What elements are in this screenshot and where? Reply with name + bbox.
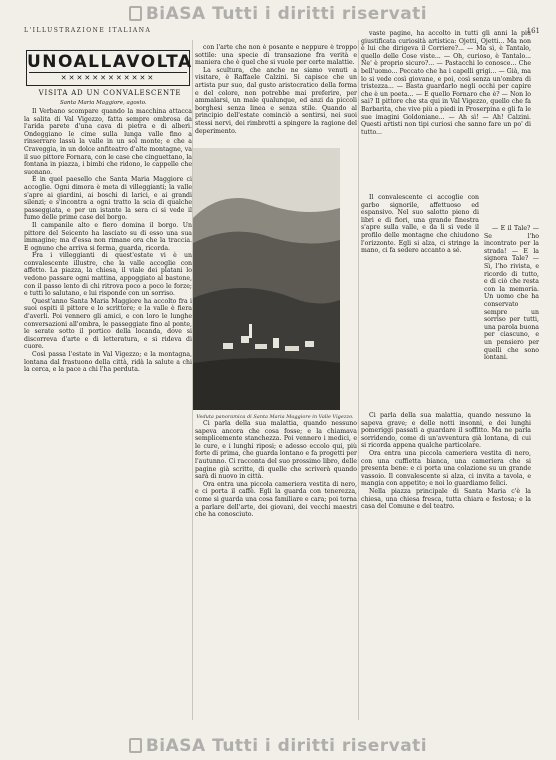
paragraph: — E il Tale? — Se l'ho incontrato per la strada! — E la signora Tale? — Sì, l'ho rivista, e ricordo di tutto, e di ciò che resta con la memoria. Un uomo che ha conservato sempre un sorriso per tutti, una parola buona per ciascuno, e un pensiero per quelli che sono lontani. <box>484 225 539 362</box>
column-2-bottom <box>195 420 357 722</box>
watermark-top <box>0 4 556 24</box>
paragraph: Il campanile alto e fiero domina il borgo. Un pittore del Seicento ha lasciato su di esso una sua immagine; ma d'essa non rimane ora che la traccia. E ognuno che arriva si ferma, guarda, ricorda. <box>24 221 192 252</box>
running-head-title: L'ILLUSTRAZIONE ITALIANA <box>24 27 152 34</box>
watermark-bottom <box>0 736 556 756</box>
paragraph: Quest'anno Santa Maria Maggiore ha accolto fra i suoi ospiti il pittore e lo scrittore; e la valle è fiera d'averli. Poi vennero gli amici, e con loro le lunghe conversazioni all'ombra, le passeggiate fino al ponte, le serate sotto il portico della locanda, dove si discorreva d'arte e di letteratura, e si rideva di cuore. <box>24 297 192 351</box>
section-title: UNOALLAVOLTA <box>27 52 193 72</box>
paragraph: con l'arte che non è posante e neppure è troppo sottile: una specie di transazione fra verità e maniera che è quel che si vuole per certe malattie. <box>195 44 357 67</box>
paragraph: Nella piazza principale di Santa Maria c'è la chiesa, una chiesa fresca, tutta chiara e festosa; e la casa del Comune e del teatro. <box>361 487 531 511</box>
paragraph: Così passa l'estate in Val Vigezzo; e la montagna, lontana dal frastuono della città, ridà la salute a chi la cerca, e la pace a chi l'ha perduta. <box>24 351 192 374</box>
column-1 <box>24 108 192 722</box>
paragraph: Ci parla della sua malattia, quando nessuno la sapeva grave; e delle notti insonni, e dei lunghi pomeriggi passati a guardare il soffitto. Ma ne parla sorridendo, come di un'avventura già lontana, di cui si ricorda appena qualche particolare. <box>361 412 531 450</box>
paragraph: Ora entra una piccola cameriera vestita di nero, con una cuffietta bianca, una cameriera che si presenta bene: e ci porta una colazione su un grande vassoio. Il convalescente si alza, ci invita a tavola, e mangia con appetito; e noi lo guardiamo felici. <box>361 449 531 488</box>
valley-panorama-image <box>193 148 340 410</box>
paragraph: È in quel paesello che Santa Maria Maggiore ci accoglie. Ogni dimora è meta di villeggianti; la valle s'apre ai giardini, ai boschi di larici, e ai grandi silenzi; e s'incontra a ogni tratto la scia di qualche passeggiata, e per un istante la sera ci si vede il fumo delle prime case del borgo. <box>24 176 192 222</box>
watermark-bottom-text: BiASA Tutti i diritti riservati <box>145 736 428 756</box>
biasa-logo-icon <box>129 738 142 753</box>
paragraph: Ci parla della sua malattia, quando nessuno sapeva ancora che cosa fosse; e la chiamava semplicemente stanchezza. Poi vennero i medici, e le cure, e i lunghi riposi; e adesso eccolo qui, più forte di prima, che guarda lontano e fa progetti per l'autunno. Ci racconta del suo prossimo libro, delle pagine già scritte, di quelle che scriverà quando sarà di nuovo in città. <box>195 420 357 481</box>
column-3-top <box>361 30 531 190</box>
page-number: 161 <box>526 27 540 35</box>
title-ornament: ✕✕✕✕✕✕✕✕✕✕✕✕ <box>60 74 156 82</box>
photo-caption: Veduta panoramica di Santa Maria Maggiore in Valle Vigezzo. <box>196 414 354 420</box>
column-divider <box>358 40 359 720</box>
paragraph: Fra i villeggianti di quest'estate vi è un convalescente illustre, che la valle accoglie con affetto. La piazza, la chiesa, il viale dei platani lo vedono passare ogni mattina, appoggiato al bastone, con il passo lento di chi ritrova poco a poco le forze; e tutti lo salutano, e lui risponde con un sorriso. <box>24 252 192 298</box>
paragraph: vaste pagine, ha accolto in tutti gli anni la più giustificata curiosità artistica: Ojetti, Ojetti... Ma non è lui che dirigeva il Corriere?... — Ma sì, è Tantalo, quello delle Cose viste... — Oh, curioso, è Tantalo... Ne' è proprio sicuro?... — Pastacchi lo conosce... Che bell'uomo... Peccato che ha i capelli grigi... — Già, ma lo si vede così giovane, e poi, così senza un'ombra di tristezza... — Basta guardarlo negli occhi per capire che è un poeta... — E quello Fornaro che è? — Non lo sai? Il pittore che sta qui in Val Vigezzo, quello che fa Barbarita, che vive più a piedi in Proserpina e gli fa le sue imagini Goldoniane... — Ah sì! — Ah! Calzini. Questi artisti non tipi curiosi che sanno fare un po' di tutto... <box>361 30 531 136</box>
paragraph: La scultura, che anche ne siamo venuti a visitare, è Raffaele Calzini. Si capisce che un artista pur suo, dal gusto aristocratico della forma e del colore, non potrebbe mai preferire, per ammalarsi, un male qualunque, ed anzi da piccoli borghesi senza linea e senza stile. Quando al principio dell'estate cominciò a sentirsi, nei suoi stessi nervi, dei rimbrotti a spingere la ragione del deperimento. <box>195 66 357 135</box>
column-3-narrow <box>484 225 539 411</box>
biasa-logo-icon <box>129 6 142 21</box>
title-rule <box>29 72 187 73</box>
article-heading: VISITA AD UN CONVALESCENTE <box>38 89 182 97</box>
paragraph: Il convalescente ci accoglie con garbo signorile, affettuoso ed espansivo. Nel suo salotto pieno di libri e di fiori, una grande finestra s'apre sulla valle, e da lì si vede il profilo delle montagne che chiudono l'orizzonte. Egli si alza, ci stringe la mano, ci fa sedere accanto a sé. <box>361 194 479 255</box>
column-2-top <box>195 44 357 142</box>
paragraph: Ora entra una piccola cameriera vestita di nero, e ci porta il caffè. Egli la guarda con tenerezza, come si guarda una cosa familiare e cara; poi torna a parlare dell'arte, dei giovani, dei vecchi maestri che ha conosciuto. <box>195 480 357 519</box>
watermark-top-text: BiASA Tutti i diritti riservati <box>145 4 428 24</box>
column-3-middle <box>361 194 479 302</box>
paragraph: Il Verbano scompare quando la macchina attacca la salita di Val Vigezzo, fatta sempre ombrosa da l'arida parete d'una cava di pietra e di alberi. Ondeggiano le cime sulla lunga valle fino a rinserrare lassù la valle in un sol monte; e che a Craveggia, in un dolce anfiteatro d'alte montagne, va il suo pittore Fornara, con le case che cinguettano, la fontana in piazza, i bimbi che ridono, le cappelle che suonano. <box>24 108 192 176</box>
dateline: Santa Maria Maggiore, agosto. <box>60 100 147 106</box>
section-title-box <box>26 50 193 86</box>
column-3-bottom <box>361 412 531 722</box>
landscape-photo <box>193 148 340 410</box>
